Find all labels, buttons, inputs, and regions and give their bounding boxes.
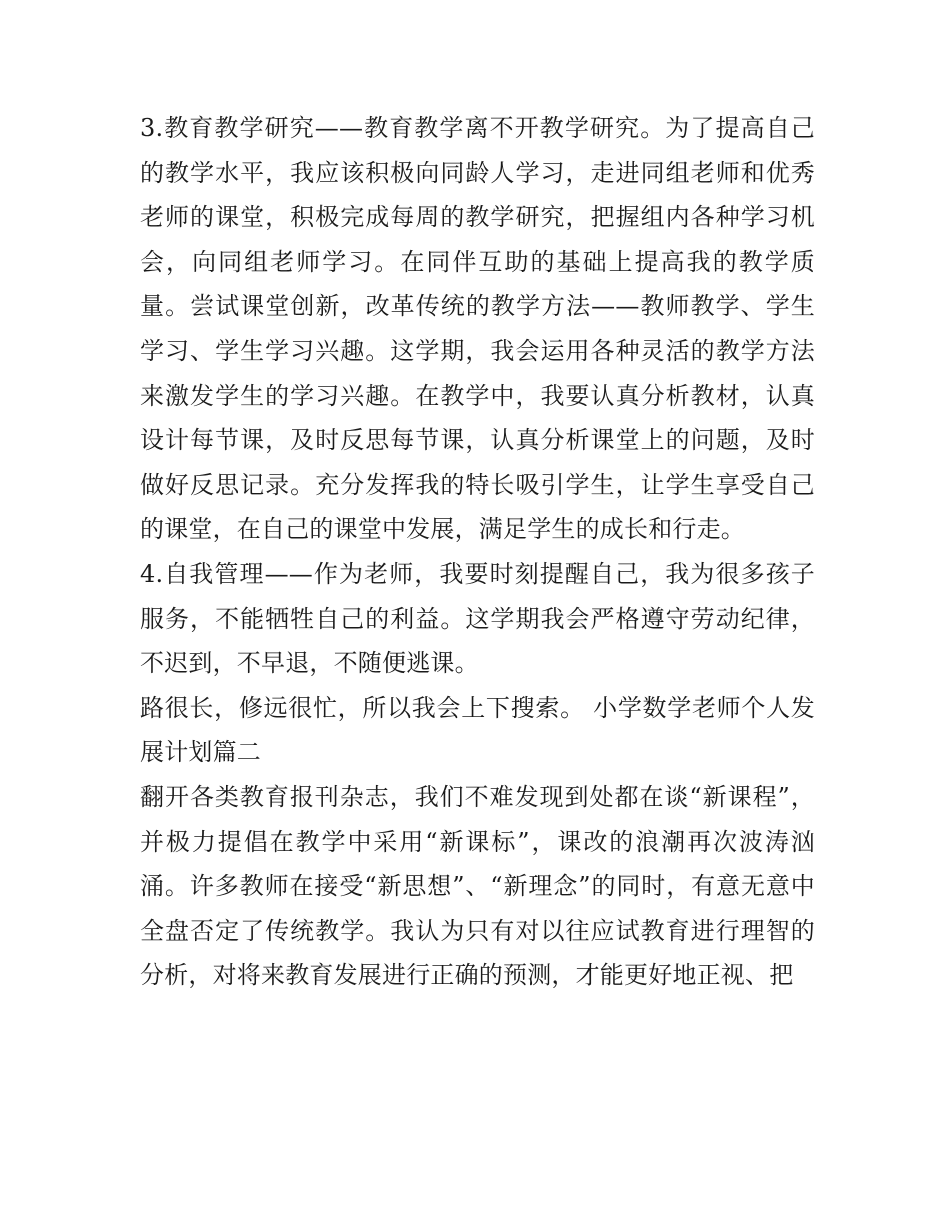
- paragraph-teaching-research: 3.教育教学研究——教育教学离不开教学研究。为了提高自己的教学水平，我应该积极向同龄人学习，走进同组老师和优秀老师的课堂，积极完成每周的教学研究，把握组内各种学习机会，向同组老师学习。在同伴互助的基础上提高我的教学质量。尝试课堂创新，改革传统的教学方法——教师教学、学生学习、学生学习兴趣。这学期，我会运用各种灵活的教学方法来激发学生的学习兴趣。在教学中，我要认真分析教材，认真设计每节课，及时反思每节课，认真分析课堂上的问题，及时做好反思记录。充分发挥我的特长吸引学生，让学生享受自己的课堂，在自己的课堂中发展，满足学生的成长和行走。: [140, 114, 815, 544]
- document-body: [140, 106, 815, 998]
- paragraph-new-curriculum: 翻开各类教育报刊杂志，我们不难发现到处都在谈“新课程”，并极力提倡在教学中采用“新课标”，课改的浪潮再次波涛汹涌。许多教师在接受“新思想”、“新理念”的同时，有意无意中全盘否定了传统教学。我认为只有对以往应试教育进行理智的分析，对将来教育发展进行正确的预测，才能更好地正视、把: [140, 782, 815, 990]
- paragraph-closing-and-heading: 路很长，修远很忙，所以我会上下搜索。 小学数学老师个人发展计划篇二: [140, 693, 815, 767]
- paragraph-self-management: 4.自我管理——作为老师，我要时刻提醒自己，我为很多孩子服务，不能牺牲自己的利益。这学期我会严格遵守劳动纪律，不迟到，不早退，不随便逃课。: [140, 559, 815, 678]
